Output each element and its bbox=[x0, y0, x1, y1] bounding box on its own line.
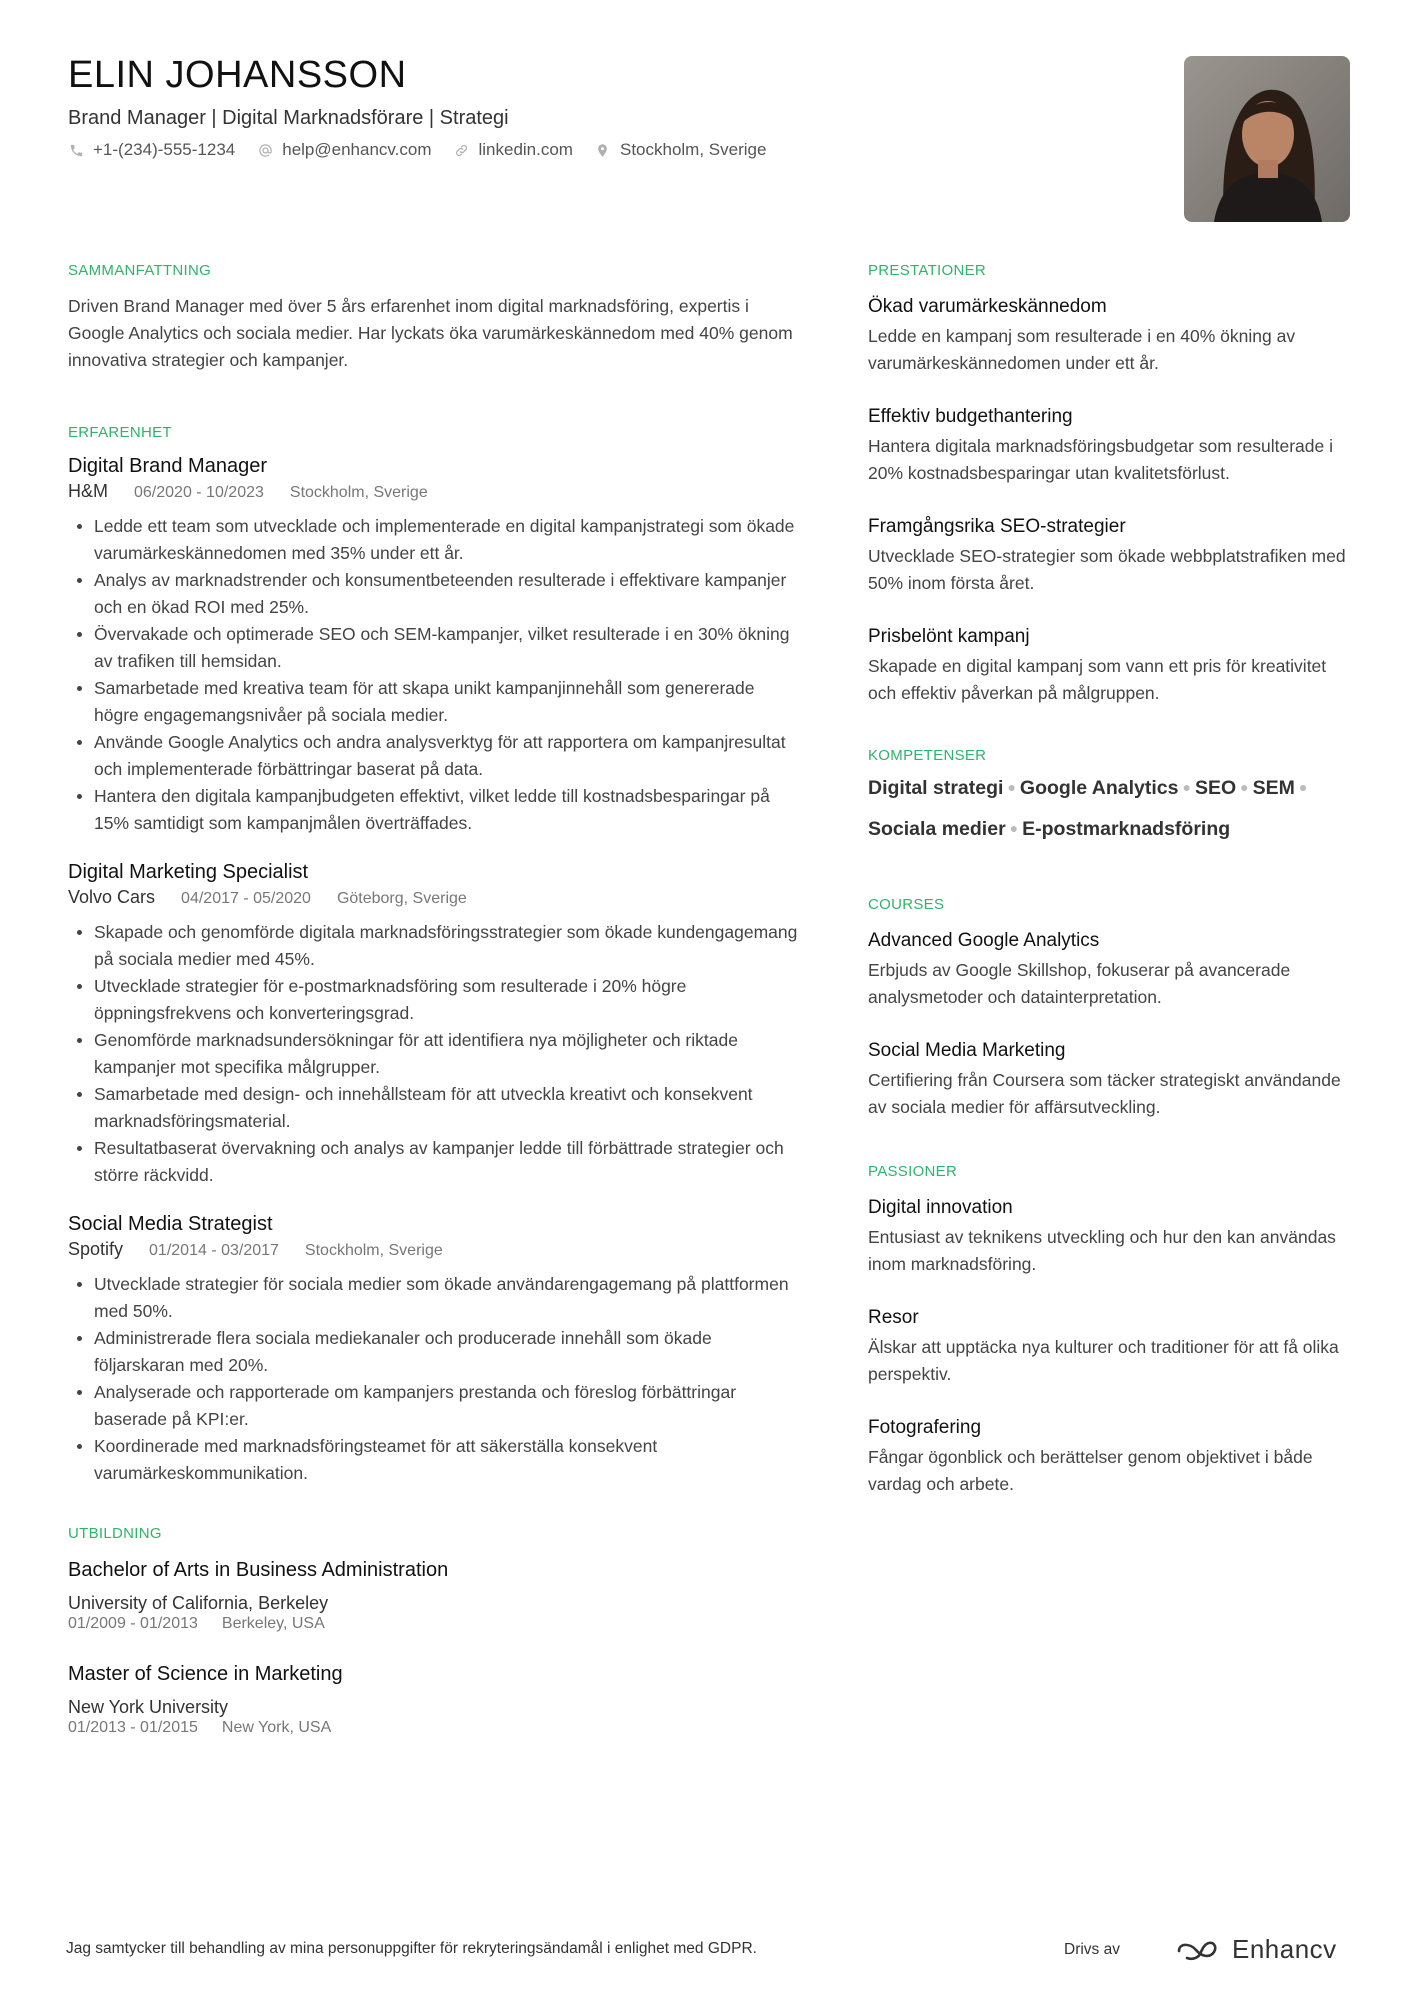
skill-tag: E-postmarknadsföring bbox=[1022, 818, 1231, 840]
summary-text: Driven Brand Manager med över 5 års erfarenhet inom digital marknadsföring, expertis i Google Analytics och sociala medier. Har lyckats öka varumärkeskännedom med 40% genom innovativa strategier och kampanjer. bbox=[68, 296, 793, 370]
job-meta bbox=[68, 479, 798, 505]
list-item: Övervakade och optimerade SEO och SEM-kampanjer, vilket resulterade i en 30% ökning av trafiken till hemsidan. bbox=[68, 621, 798, 675]
job-title: Digital Marketing Specialist bbox=[68, 861, 309, 883]
job-dates: 06/2020 - 10/2023 bbox=[134, 484, 264, 501]
list-item: Resultatbaserat övervakning och analys av kampanjer ledde till förbättrade strategier och större räckvidd. bbox=[68, 1135, 798, 1189]
skill-tag: SEO bbox=[1194, 777, 1237, 799]
list-item: Koordinerade med marknadsföringsteamet för att säkerställa konsekvent varumärkeskommunikation. bbox=[68, 1433, 798, 1487]
contact-linkedin[interactable] bbox=[453, 140, 573, 160]
skill-tag: Sociala medier bbox=[868, 818, 1006, 840]
list-item: Utvecklade strategier för e-postmarknadsföring som resulterade i 20% högre öppningsfrekvens och konverteringsgrad. bbox=[68, 973, 798, 1027]
achievement-desc: Hantera digitala marknadsföringsbudgetar som resulterade i 20% kostnadsbesparingar utan kvalitetsförlust. bbox=[868, 436, 1333, 483]
achievements-section bbox=[868, 262, 1354, 707]
achievements-heading: PRESTATIONER bbox=[868, 262, 987, 279]
job-title: Social Media Strategist bbox=[68, 1213, 273, 1235]
job-location: Stockholm, Sverige bbox=[304, 1242, 443, 1259]
course-desc: Erbjuds av Google Skillshop, fokuserar på avancerade analysmetoder och datainterpretation. bbox=[868, 960, 1291, 1007]
passions-section bbox=[868, 1163, 1354, 1498]
right-column bbox=[868, 262, 1354, 1548]
job-title: Digital Brand Manager bbox=[68, 455, 267, 477]
education-school: New York University bbox=[68, 1697, 229, 1717]
achievement-title: Framgångsrika SEO-strategier bbox=[868, 516, 1126, 537]
separator-dot: ● bbox=[1240, 779, 1249, 795]
summary-heading: SAMMANFATTNING bbox=[68, 262, 212, 279]
profile-photo bbox=[1184, 56, 1350, 222]
list-item: Analyserade och rapporterade om kampanjers prestanda och föreslog förbättringar baserade på KPI:er. bbox=[68, 1379, 798, 1433]
passions-heading: PASSIONER bbox=[868, 1163, 958, 1180]
skills-section bbox=[868, 747, 1354, 850]
passion-desc: Entusiast av teknikens utveckling och hur den kan användas inom marknadsföring. bbox=[868, 1227, 1336, 1274]
job-bullets bbox=[68, 513, 798, 837]
achievement-title: Ökad varumärkeskännedom bbox=[868, 296, 1107, 317]
powered-by-label: Drivs av bbox=[1064, 1940, 1120, 1958]
skills-heading: KOMPETENSER bbox=[868, 747, 987, 764]
skill-tag: Google Analytics bbox=[1019, 777, 1179, 799]
job-company: H&M bbox=[68, 481, 108, 501]
location-pin-icon bbox=[595, 142, 611, 158]
list-item: Hantera den digitala kampanjbudgeten effektivt, vilket ledde till kostnadsbesparingar på 15% samtidigt som kampanjmålen överträffades. bbox=[68, 783, 798, 837]
education-location: New York, USA bbox=[221, 1719, 332, 1736]
powered-by bbox=[1064, 1934, 1337, 1965]
job-dates: 04/2017 - 05/2020 bbox=[181, 890, 311, 907]
passion-item bbox=[868, 1194, 1354, 1278]
education-section bbox=[68, 1525, 798, 1738]
education-degree: Bachelor of Arts in Business Administration bbox=[68, 1559, 449, 1581]
list-item: Samarbetade med design- och innehållsteam för att utveckla kreativt och konsekvent marknadsföringsmaterial. bbox=[68, 1081, 798, 1135]
phone-text: +1-(234)-555-1234 bbox=[93, 140, 236, 159]
candidate-title: Brand Manager | Digital Marknadsförare | Strategi bbox=[68, 107, 509, 129]
passion-item bbox=[868, 1414, 1354, 1498]
achievement-desc: Utvecklade SEO-strategier som ökade webbplatstrafiken med 50% inom första året. bbox=[868, 546, 1346, 593]
list-item: Utvecklade strategier för sociala medier som ökade användarengagemang på plattformen med 50%. bbox=[68, 1271, 798, 1325]
email-text: help@enhancv.com bbox=[282, 140, 432, 159]
at-icon bbox=[257, 142, 273, 158]
education-dates: 01/2009 - 01/2013 bbox=[68, 1615, 198, 1632]
course-title: Advanced Google Analytics bbox=[868, 930, 1100, 951]
achievement-item bbox=[868, 293, 1354, 377]
achievement-item bbox=[868, 623, 1354, 707]
achievement-desc: Ledde en kampanj som resulterade i en 40% ökning av varumärkeskännedomen under ett år. bbox=[868, 326, 1296, 373]
course-desc: Certifiering från Coursera som täcker strategiskt användande av sociala medier för affärsutveckling. bbox=[868, 1070, 1341, 1117]
achievement-title: Effektiv budgethantering bbox=[868, 406, 1073, 427]
summary-section bbox=[68, 262, 798, 374]
job-dates: 01/2014 - 03/2017 bbox=[149, 1242, 279, 1259]
candidate-name: ELIN JOHANSSON bbox=[68, 54, 407, 96]
job-entry bbox=[68, 859, 798, 1189]
education-entry bbox=[68, 1660, 798, 1738]
job-location: Stockholm, Sverige bbox=[289, 484, 428, 501]
separator-dot: ● bbox=[1298, 779, 1308, 795]
education-meta bbox=[68, 1614, 798, 1634]
enhancv-logo-text: Enhancv bbox=[1231, 1934, 1337, 1964]
education-degree: Master of Science in Marketing bbox=[68, 1663, 343, 1685]
separator-dot: ● bbox=[1009, 820, 1019, 836]
link-icon bbox=[453, 142, 469, 158]
courses-heading: COURSES bbox=[868, 896, 945, 913]
skill-tag: SEM bbox=[1252, 777, 1295, 799]
list-item: Administrerade flera sociala mediekanaler och producerade innehåll som ökade följarskaran med 20%. bbox=[68, 1325, 798, 1379]
education-heading: UTBILDNING bbox=[68, 1525, 162, 1542]
education-meta bbox=[68, 1718, 798, 1738]
job-location: Göteborg, Sverige bbox=[336, 890, 467, 907]
list-item: Använde Google Analytics och andra analysverktyg för att rapportera om kampanjresultat och implementerade förbättringar baserat på data. bbox=[68, 729, 798, 783]
course-item bbox=[868, 1037, 1354, 1121]
list-item: Ledde ett team som utvecklade och implementerade en digital kampanjstrategi som ökade varumärkeskännedomen med 35% under ett år. bbox=[68, 513, 798, 567]
course-title: Social Media Marketing bbox=[868, 1040, 1066, 1061]
job-bullets bbox=[68, 1271, 798, 1487]
skill-tag: Digital strategi bbox=[868, 777, 1004, 799]
enhancv-logo-icon bbox=[1176, 1938, 1222, 1962]
contact-location bbox=[595, 140, 766, 160]
job-company: Volvo Cars bbox=[68, 887, 156, 907]
list-item: Skapade och genomförde digitala marknadsföringsstrategier som ökade kundengagemang på sociala medier med 45%. bbox=[68, 919, 798, 973]
separator-dot: ● bbox=[1007, 779, 1016, 795]
passion-desc: Fångar ögonblick och berättelser genom objektivet i både vardag och arbete. bbox=[868, 1447, 1313, 1494]
passion-title: Digital innovation bbox=[868, 1197, 1013, 1218]
list-item: Samarbetade med kreativa team för att skapa unikt kampanjinnehåll som genererade högre engagemangsnivåer på sociala medier. bbox=[68, 675, 798, 729]
job-meta bbox=[68, 1237, 798, 1263]
phone-icon bbox=[68, 142, 84, 158]
list-item: Analys av marknadstrender och konsumentbeteenden resulterade i effektivare kampanjer och en ökad ROI med 25%. bbox=[68, 567, 798, 621]
courses-section bbox=[868, 896, 1354, 1121]
skills-list bbox=[868, 768, 1354, 850]
passion-item bbox=[868, 1304, 1354, 1388]
achievement-desc: Skapade en digital kampanj som vann ett pris för kreativitet och effektiv påverkan på målgruppen. bbox=[868, 656, 1327, 703]
achievement-title: Prisbelönt kampanj bbox=[868, 626, 1030, 647]
achievement-item bbox=[868, 513, 1354, 597]
course-item bbox=[868, 927, 1354, 1011]
passion-desc: Älskar att upptäcka nya kulturer och traditioner för att få olika perspektiv. bbox=[868, 1337, 1339, 1384]
contact-row bbox=[68, 140, 1068, 160]
separator-dot: ● bbox=[1182, 779, 1191, 795]
education-dates: 01/2013 - 01/2015 bbox=[68, 1719, 198, 1736]
enhancv-logo[interactable] bbox=[1176, 1934, 1337, 1965]
passion-title: Resor bbox=[868, 1307, 919, 1328]
achievement-item bbox=[868, 403, 1354, 487]
gdpr-consent: Jag samtycker till behandling av mina personuppgifter för rekryteringsändamål i enlighet med GDPR. bbox=[66, 1940, 757, 1957]
location-text: Stockholm, Sverige bbox=[619, 140, 767, 159]
list-item: Genomförde marknadsundersökningar för att identifiera nya möjligheter och riktade kampanjer mot specifika målgrupper. bbox=[68, 1027, 798, 1081]
header bbox=[68, 54, 1068, 160]
job-entry bbox=[68, 1211, 798, 1487]
left-column bbox=[68, 262, 798, 1788]
job-meta bbox=[68, 885, 798, 911]
contact-email[interactable] bbox=[257, 140, 431, 160]
contact-phone[interactable] bbox=[68, 140, 235, 160]
passion-title: Fotografering bbox=[868, 1417, 982, 1438]
education-school: University of California, Berkeley bbox=[68, 1593, 329, 1613]
job-entry bbox=[68, 453, 798, 837]
experience-section bbox=[68, 424, 798, 1487]
job-company: Spotify bbox=[68, 1239, 124, 1259]
education-location: Berkeley, USA bbox=[221, 1615, 325, 1632]
education-entry bbox=[68, 1556, 798, 1634]
linkedin-text: linkedin.com bbox=[478, 140, 573, 159]
experience-heading: ERFARENHET bbox=[68, 424, 172, 441]
job-bullets bbox=[68, 919, 798, 1189]
